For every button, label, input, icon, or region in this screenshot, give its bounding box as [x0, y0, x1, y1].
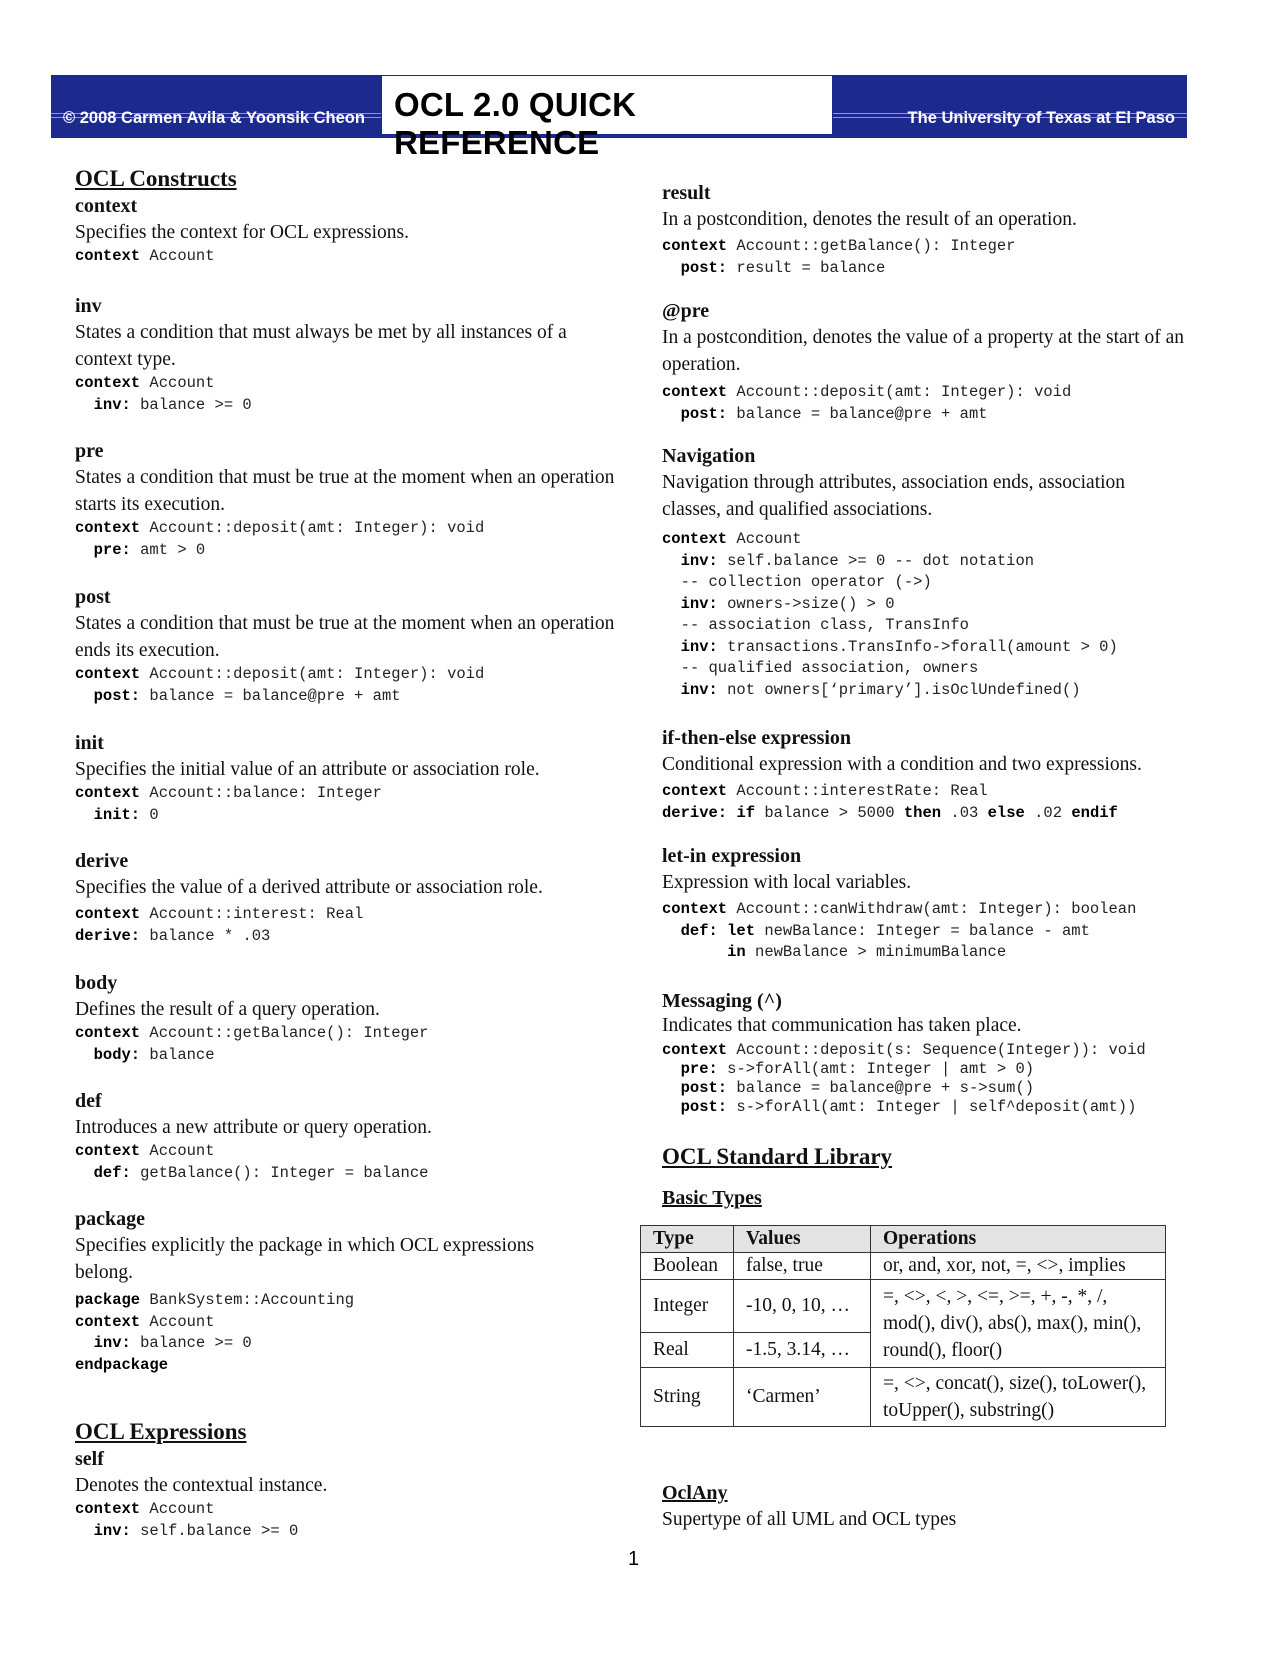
code-line [75, 1333, 585, 1355]
column-header: Type [641, 1226, 734, 1253]
type-cell: String [641, 1368, 734, 1427]
values-cell: false, true [734, 1253, 871, 1280]
code-keyword: post: [75, 686, 141, 705]
code-line [75, 518, 615, 540]
construct-result [662, 180, 1202, 279]
values-cell: -10, 0, 10, … [734, 1280, 871, 1333]
construct-title: package [75, 1208, 145, 1230]
code-text: Account::getBalance(): Integer [140, 1024, 429, 1042]
code-keyword: post: [662, 404, 728, 423]
code-text: not owners[‘primary’].isOclUndefined() [717, 680, 1081, 699]
code-comment: -- association class, TransInfo [662, 616, 969, 634]
code-keyword: context [75, 1142, 141, 1160]
code-text [718, 922, 727, 940]
table-row [641, 1280, 1166, 1333]
code-keyword: pre: [662, 1060, 718, 1078]
construct-desc: Specifies the value of a derived attribute or association role. [75, 877, 543, 898]
subsection-heading: Basic Types [662, 1187, 762, 1209]
code-comment: -- qualified association, owners [662, 659, 979, 677]
construct-messaging [662, 988, 1222, 1117]
construct-desc: Indicates that communication has taken place. [662, 1015, 1022, 1036]
code-keyword: inv: [75, 395, 131, 414]
code-keyword: pre: [75, 540, 131, 559]
code-keyword: context [662, 530, 728, 548]
code-line [75, 246, 615, 268]
basic-types-table [640, 1225, 1166, 1427]
code-line [75, 926, 635, 948]
construct-title: def [75, 1090, 102, 1112]
construct-desc: In a postcondition, denotes the result of an operation. [662, 209, 1077, 230]
operations-cell: or, and, xor, not, =, <>, implies [871, 1253, 1166, 1280]
code-line [662, 529, 1182, 551]
code-keyword: context [75, 519, 141, 537]
code-line [662, 382, 1217, 404]
code-text: balance = balance@pre + amt [140, 686, 401, 705]
code-keyword: context [75, 247, 141, 265]
type-cell: Integer [641, 1280, 734, 1333]
code-line [662, 942, 1222, 964]
code-text: newBalance: Integer = balance - amt [755, 921, 1090, 940]
page-number: 1 [628, 1548, 640, 1570]
code-keyword: inv: [662, 637, 718, 656]
code-keyword: inv: [75, 1521, 131, 1540]
operations-cell: =, <>, <, >, <=, >=, +, -, *, /, mod(), div(), abs(), max(), min(), round(), floor() [871, 1280, 1166, 1368]
code-text: Account::balance: Integer [140, 784, 382, 802]
code-keyword: inv: [75, 1334, 131, 1352]
code-keyword: inv: [662, 551, 718, 570]
construct-title: let-in expression [662, 845, 802, 867]
code-keyword: context [75, 1500, 141, 1518]
subsection-basic-types [662, 1185, 1202, 1211]
construct-init [75, 730, 615, 826]
values-cell: ‘Carmen’ [734, 1368, 871, 1427]
page-title: OCL 2.0 QUICK REFERENCE [394, 86, 637, 161]
code-keyword: derive: [662, 803, 728, 822]
code-keyword: endpackage [75, 1355, 169, 1374]
construct-desc: States a condition that must be true at the moment when an operation starts its execution. [75, 467, 615, 515]
construct-desc: States a condition that must always be met by all instances of a context type. [75, 322, 567, 370]
code-line [662, 236, 1202, 258]
table-row [641, 1368, 1166, 1427]
construct-desc: Specifies the context for OCL expressions. [75, 222, 409, 243]
construct-pre [75, 438, 615, 561]
construct-title: inv [75, 295, 102, 317]
construct-desc: Supertype of all UML and OCL types [662, 1509, 957, 1530]
code-line [75, 1023, 615, 1045]
code-text: BankSystem::Accounting [140, 1291, 355, 1309]
construct-title: post [75, 586, 111, 608]
construct-title: body [75, 972, 118, 994]
code-text: self.balance >= 0 -- dot notation [717, 551, 1035, 570]
section-ocl-constructs [75, 165, 615, 268]
code-line [662, 921, 1222, 943]
code-line [662, 1041, 1222, 1060]
construct-navigation [662, 443, 1182, 701]
code-text: Account [140, 1142, 215, 1160]
construct-atpre [662, 298, 1217, 425]
code-line [75, 1312, 585, 1334]
code-line [662, 1098, 1222, 1117]
code-line [75, 1141, 615, 1163]
code-text: owners->size() > 0 [717, 594, 895, 613]
code-keyword: context [75, 1024, 141, 1042]
code-keyword: context [662, 1041, 728, 1059]
code-keyword: let [727, 921, 756, 940]
code-line [75, 395, 615, 417]
column-header: Values [734, 1226, 871, 1253]
construct-post [75, 584, 615, 707]
code-line [662, 1060, 1222, 1079]
code-line [662, 258, 1202, 280]
university-text: The University of Texas at El Paso [907, 109, 1175, 127]
code-text: Account::deposit(amt: Integer): void [140, 519, 485, 537]
construct-inv [75, 293, 615, 416]
code-text: getBalance(): Integer = balance [130, 1163, 429, 1182]
code-line [75, 1355, 585, 1377]
title-box [381, 75, 833, 161]
copyright-text: © 2008 Carmen Avila & Yoonsik Cheon [63, 109, 365, 127]
section-ocl-expressions [75, 1418, 615, 1542]
code-text: Account [140, 1312, 215, 1331]
code-text: balance > 5000 [755, 803, 904, 822]
code-line [662, 803, 1222, 825]
code-text: newBalance > minimumBalance [745, 943, 1007, 961]
code-line [662, 551, 1182, 573]
code-text: Account::interestRate: Real [727, 782, 988, 800]
code-text: balance >= 0 [130, 1334, 252, 1352]
column-header: Operations [871, 1226, 1166, 1253]
code-line [75, 904, 635, 926]
type-cell: Boolean [641, 1253, 734, 1280]
code-keyword: context [75, 784, 141, 802]
code-text: s->forAll(amt: Integer | amt > 0) [717, 1060, 1035, 1078]
construct-desc: In a postcondition, denotes the value of a property at the start of an operation. [662, 327, 1185, 375]
construct-desc: Denotes the contextual instance. [75, 1475, 328, 1496]
code-line [75, 1045, 615, 1067]
code-text: self.balance >= 0 [130, 1521, 299, 1540]
code-keyword: package [75, 1291, 141, 1309]
code-text: Account::canWithdraw(amt: Integer): boolean [727, 900, 1137, 918]
code-keyword: post: [662, 1079, 728, 1097]
code-text: 0 [140, 805, 159, 824]
code-text: balance = balance@pre + amt [727, 404, 988, 423]
code-keyword: inv: [662, 594, 718, 613]
code-text: amt > 0 [130, 540, 206, 559]
code-text: Account::interest: Real [140, 905, 364, 923]
section-oclany [662, 1480, 1202, 1533]
code-line [662, 594, 1182, 616]
code-text: result = balance [727, 258, 886, 277]
construct-title: result [662, 182, 711, 204]
code-line [75, 664, 615, 686]
code-keyword: inv: [662, 680, 718, 699]
construct-desc: States a condition that must be true at the moment when an operation ends its execution. [75, 613, 615, 661]
code-line [662, 781, 1222, 803]
construct-title: derive [75, 850, 129, 872]
code-line [75, 1163, 615, 1185]
code-text: Account::deposit(amt: Integer): void [727, 383, 1072, 401]
construct-desc: Conditional expression with a condition and two expressions. [662, 754, 1142, 775]
construct-title: if-then-else expression [662, 727, 852, 749]
code-text: Account::getBalance(): Integer [727, 237, 1016, 255]
code-keyword: in [662, 943, 746, 961]
table-row [641, 1253, 1166, 1280]
code-line [662, 680, 1182, 702]
code-keyword: context [75, 665, 141, 683]
code-text: Account::deposit(s: Sequence(Integer)): void [727, 1041, 1146, 1059]
code-line [75, 540, 615, 562]
code-line [662, 404, 1217, 426]
construct-desc: Introduces a new attribute or query operation. [75, 1117, 432, 1138]
code-keyword: init: [75, 805, 141, 824]
operations-cell: =, <>, concat(), size(), toLower(), toUpper(), substring() [871, 1368, 1166, 1427]
code-text: balance * .03 [140, 926, 271, 945]
code-keyword: endif [1071, 803, 1118, 822]
code-text: balance >= 0 [130, 395, 252, 414]
code-line [75, 1499, 615, 1521]
section-ocl-standard-library [662, 1143, 1202, 1171]
code-text: .03 [941, 803, 988, 822]
section-heading: OCL Standard Library [662, 1144, 893, 1169]
construct-desc: Specifies explicitly the package in which OCL expressions belong. [75, 1235, 535, 1283]
construct-title: init [75, 732, 104, 754]
construct-let-in [662, 843, 1222, 964]
code-text: s->forAll(amt: Integer | self^deposit(amt)) [727, 1098, 1137, 1116]
section-heading: OCL Constructs [75, 166, 237, 191]
code-text: Account::deposit(amt: Integer): void [140, 665, 485, 683]
code-line [75, 686, 615, 708]
construct-desc: Expression with local variables. [662, 872, 912, 893]
code-keyword: post: [662, 1098, 728, 1116]
code-keyword: context [662, 782, 728, 800]
code-keyword: derive: [75, 926, 141, 945]
code-keyword: context [662, 237, 728, 255]
construct-desc: Specifies the initial value of an attribute or association role. [75, 759, 540, 780]
construct-derive [75, 848, 635, 947]
construct-title: Navigation [662, 445, 756, 467]
code-line [662, 1079, 1222, 1098]
code-keyword: post: [662, 258, 728, 277]
code-keyword: context [662, 383, 728, 401]
construct-def [75, 1088, 615, 1184]
code-text: transactions.TransInfo->forall(amount > 0) [717, 637, 1118, 656]
subsection-heading: OclAny [662, 1482, 728, 1504]
code-text: balance = balance@pre + s->sum() [727, 1079, 1035, 1097]
table-header-row [641, 1226, 1166, 1253]
construct-body [75, 970, 615, 1066]
construct-desc: Defines the result of a query operation. [75, 999, 380, 1020]
code-line [75, 805, 615, 827]
code-text: Account [140, 247, 215, 265]
code-keyword: def: [662, 921, 718, 940]
section-heading: OCL Expressions [75, 1419, 247, 1444]
code-keyword: then [903, 803, 942, 822]
construct-title: context [75, 195, 138, 217]
code-text: Account [140, 1500, 215, 1518]
values-cell: -1.5, 3.14, … [734, 1333, 871, 1368]
code-text: Account [140, 374, 215, 392]
construct-title: self [75, 1448, 104, 1470]
code-line [75, 373, 615, 395]
code-line [75, 1290, 585, 1312]
code-text: balance [140, 1045, 215, 1064]
code-keyword: else [987, 803, 1025, 822]
code-keyword: if [736, 803, 756, 822]
construct-if-then-else [662, 725, 1222, 824]
construct-desc: Navigation through attributes, association ends, association classes, and qualified associations. [662, 472, 1126, 520]
construct-title: @pre [662, 300, 710, 322]
code-comment: -- collection operator (->) [662, 573, 932, 591]
code-keyword: context [662, 900, 728, 918]
code-keyword: context [75, 905, 141, 923]
code-keyword: context [75, 1312, 141, 1331]
code-line [75, 1521, 615, 1543]
code-text: .02 [1024, 803, 1072, 822]
code-keyword: body: [75, 1045, 141, 1064]
code-keyword: def: [75, 1163, 131, 1182]
construct-package [75, 1206, 585, 1376]
code-line [662, 899, 1222, 921]
construct-title: pre [75, 440, 104, 462]
code-keyword: context [75, 374, 141, 392]
code-text: Account [727, 530, 802, 548]
construct-title: Messaging (^) [662, 990, 782, 1012]
code-line [662, 637, 1182, 659]
code-line [75, 783, 615, 805]
type-cell: Real [641, 1333, 734, 1368]
